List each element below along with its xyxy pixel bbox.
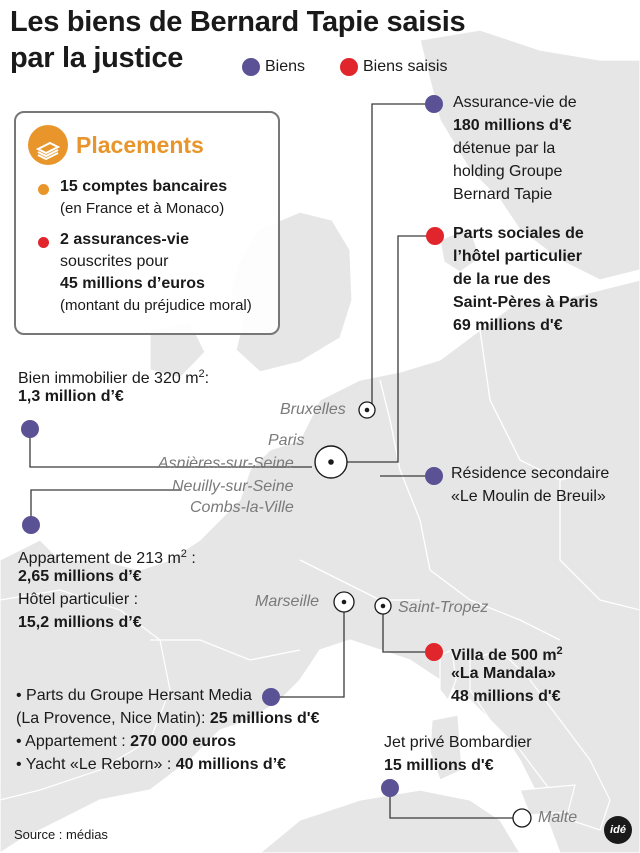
- city-malte: Malte: [538, 809, 578, 826]
- parts-sociales-dot: [426, 227, 444, 245]
- placements-item1: 15 comptes bancaires: [60, 178, 228, 195]
- assurance-vie-line3: détenue par la: [453, 140, 556, 157]
- legend-saisis-label: Biens saisis: [363, 58, 448, 75]
- city-neuilly: Neuilly-sur-Seine: [172, 478, 294, 495]
- appartement-dot: [22, 516, 40, 534]
- appartement-label: Appartement de 213 $m^2$ :: [18, 548, 196, 567]
- villa-line1: Villa de 500 $m^2$: [451, 645, 563, 664]
- placements-item2-amount: 45 millions d’euros: [60, 275, 205, 292]
- city-bruxelles: Bruxelles: [280, 401, 346, 418]
- villa-amount: 48 millions d'€: [451, 688, 561, 705]
- hersant-line1: • Parts du Groupe Hersant Media: [16, 687, 252, 704]
- bien-immobilier-dot: [21, 420, 39, 438]
- red-bullet: [38, 237, 49, 248]
- residence-line1: Résidence secondaire: [451, 465, 610, 482]
- hersant-line2: (La Provence, Nice Matin): 25 millions d'€: [16, 710, 320, 727]
- city-asnieres: Asnières-sur-Seine: [158, 455, 294, 472]
- page-title: Les biens de Bernard Tapie saisis par la justice: [10, 6, 466, 74]
- placements-item2-note: (montant du préjudice moral): [60, 297, 252, 314]
- city-marseille: Marseille: [255, 593, 320, 610]
- residence-line2: «Le Moulin de Breuil»: [451, 488, 606, 505]
- placements-item2: 2 assurances-vie: [60, 231, 189, 248]
- orange-bullet: [38, 184, 49, 195]
- placements-box: [14, 111, 280, 335]
- marseille-items-dot: [262, 688, 280, 706]
- hotel-particulier-label: Hôtel particulier :: [18, 591, 139, 608]
- bien-immobilier-amount: 1,3 million d’€: [18, 388, 124, 405]
- legend-saisis-dot: [340, 58, 358, 76]
- malte-marker: [513, 809, 531, 827]
- jet-amount: 15 millions d'€: [384, 757, 494, 774]
- jet-dot: [381, 779, 399, 797]
- assurance-vie-amount: 180 millions d'€: [453, 117, 572, 134]
- bien-immobilier-label: Bien immobilier de 320 $m^2$:: [18, 368, 210, 387]
- placements-item2-line2: souscrites pour: [60, 253, 169, 270]
- jet-line1: Jet privé Bombardier: [384, 734, 532, 751]
- city-paris: Paris: [268, 432, 305, 449]
- appartement-marseille: • Appartement : 270 000 euros: [16, 733, 236, 750]
- residence-dot: [425, 467, 443, 485]
- assurance-vie-line4: holding Groupe: [453, 163, 563, 180]
- coins-icon: [28, 125, 68, 165]
- source-label: Source : médias: [14, 827, 108, 842]
- assurance-vie-line1: Assurance-vie de: [453, 94, 577, 111]
- assurance-vie-dot: [425, 95, 443, 113]
- parts-sociales-line3: de la rue des: [453, 271, 551, 288]
- placements-item1-note: (en France et à Monaco): [60, 200, 225, 217]
- city-combs: Combs-la-Ville: [190, 499, 294, 516]
- hotel-particulier-amount: 15,2 millions d’€: [18, 614, 142, 631]
- city-saint-tropez: Saint-Tropez: [398, 599, 489, 616]
- parts-sociales-line4: Saint-Pères à Paris: [453, 294, 598, 311]
- assurance-vie-line5: Bernard Tapie: [453, 186, 553, 203]
- parts-sociales-line2: l’hôtel particulier: [453, 248, 582, 265]
- ide-logo: idé: [604, 816, 632, 844]
- villa-line2: «La Mandala»: [451, 665, 556, 682]
- legend-biens-label: Biens: [265, 58, 306, 75]
- parts-sociales-line1: Parts sociales de: [453, 225, 584, 242]
- villa-dot: [425, 643, 443, 661]
- parts-sociales-amount: 69 millions d'€: [453, 317, 563, 334]
- yacht: • Yacht «Le Reborn» : 40 millions d’€: [16, 756, 287, 773]
- legend-biens-dot: [242, 58, 260, 76]
- placements-heading: Placements: [76, 132, 204, 158]
- appartement-amount: 2,65 millions d’€: [18, 568, 142, 585]
